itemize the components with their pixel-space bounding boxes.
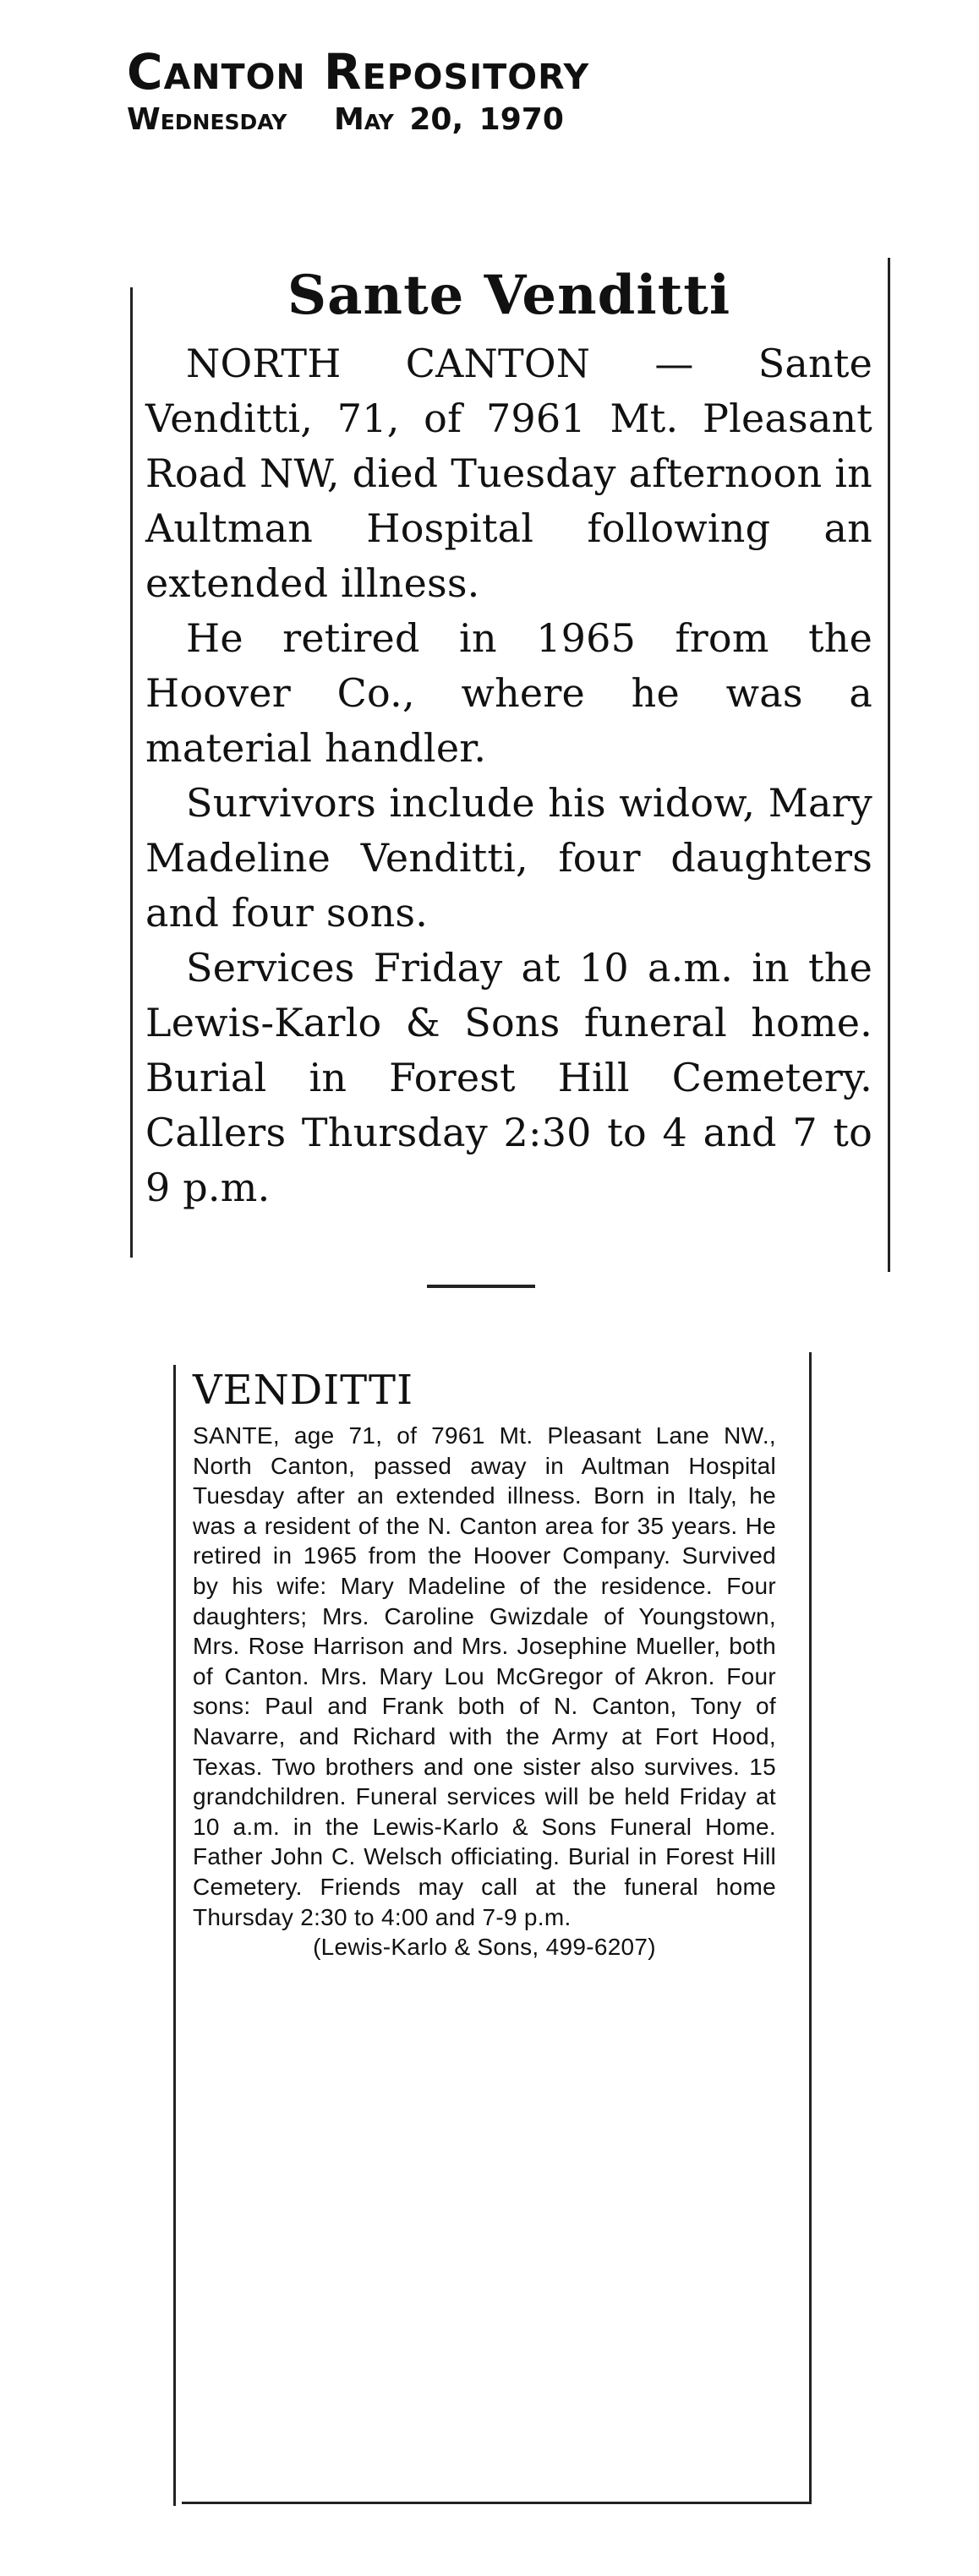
obituary-paragraph: He retired in 1965 from the Hoover Co., where he was a material handler. bbox=[145, 615, 872, 771]
obituary-paragraph: Survivors include his widow, Mary Madeline Venditti, four daughters and four sons. bbox=[145, 780, 872, 936]
newspaper-name: Canton Repository bbox=[127, 43, 590, 101]
clipping-left-rule bbox=[130, 287, 133, 1258]
obituary-headline: Sante Venditti bbox=[287, 264, 731, 327]
notice-box-bottom-rule bbox=[182, 2502, 812, 2504]
publication-date: Wednesday May 20, 1970 bbox=[127, 102, 564, 137]
news-obituary-clipping bbox=[145, 262, 872, 1215]
clipping-right-rule bbox=[888, 258, 890, 1272]
death-notice-body: SANTE, age 71, of 7961 Mt. Pleasant Lane NW., North Canton, passed away in Aultman Hospital Tuesday after an extended illness. Born in Italy, he was a resident of the N. Canton area for 35 years. He retired in 1965 from the Hoover Company. Survived by his wife: Mary Madeline of the residence. Four daughters; Mrs. Caroline Gwizdale of Youngstown, Mrs. Rose Harrison and Mrs. Josephine Mueller, both of Canton. Mrs. Mary Lou McGregor of Akron. Four sons: Paul and Frank both of N. Canton, Tony of Navarre, and Richard with the Army at Fort Hood, Texas. Two brothers and one sister also survives. 15 grandchildren. Funeral services will be held Friday at 10 a.m. in the Lewis-Karlo & Sons Funeral Home. Father John C. Welsch officiating. Burial in Forest Hill Cemetery. Friends may call at the funeral home Thursday 2:30 to 4:00 and 7-9 p.m. bbox=[193, 1422, 776, 1930]
death-notice-surname: VENDITTI bbox=[193, 1367, 414, 1414]
obituary-paragraph: NORTH CANTON — Sante Venditti, 71, of 7961 Mt. Pleasant Road NW, died Tuesday afternoon in Aultman Hospital following an extended illness. bbox=[145, 341, 872, 606]
notice-box-left-rule bbox=[173, 1365, 176, 2506]
funeral-home-contact: (Lewis-Karlo & Sons, 499-6207) bbox=[313, 1934, 656, 1961]
obituary-paragraph: Services Friday at 10 a.m. in the Lewis-Karlo & Sons funeral home. Burial in Forest Hill Cemetery. Callers Thursday 2:30 to 4 and 7 to 9 p.m. bbox=[145, 945, 872, 1210]
newspaper-masthead bbox=[127, 44, 589, 139]
death-notice-clipping bbox=[193, 1365, 776, 1962]
notice-box-right-rule bbox=[809, 1352, 812, 2502]
column-end-rule bbox=[427, 1285, 535, 1288]
